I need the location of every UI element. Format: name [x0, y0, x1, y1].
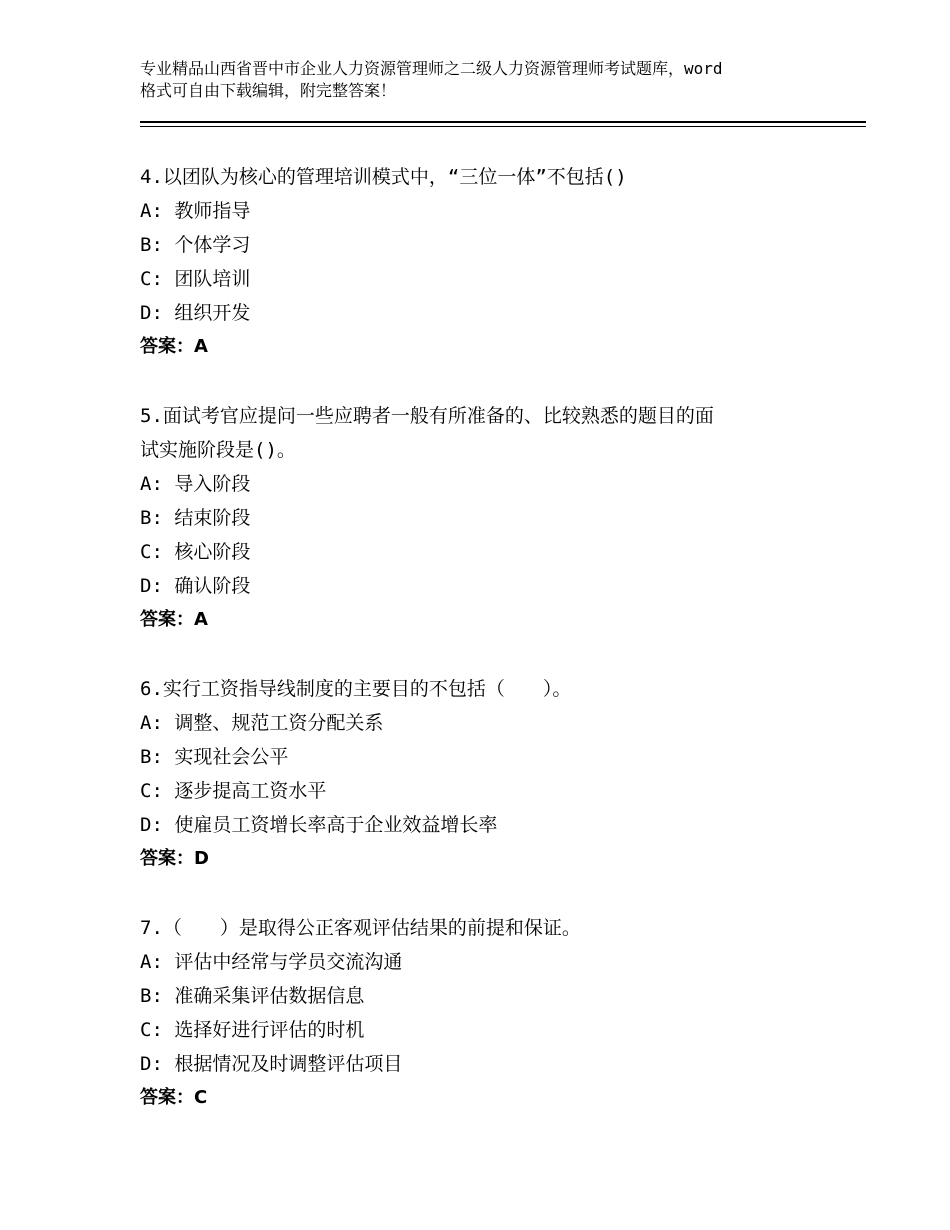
- question-stem: 5.面试考官应提问一些应聘者一般有所准备的、比较熟悉的题目的面: [140, 405, 714, 427]
- question-block: [140, 911, 820, 1115]
- option-b: B: 结束阶段: [140, 507, 251, 529]
- option-d: D: 使雇员工资增长率高于企业效益增长率: [140, 814, 498, 836]
- option-b: B: 准确采集评估数据信息: [140, 985, 365, 1007]
- question-stem: 7.（ ）是取得公正客观评估结果的前提和保证。: [140, 917, 581, 939]
- question-stem: 6.实行工资指导线制度的主要目的不包括（ ）。: [140, 678, 572, 700]
- option-c: C: 团队培训: [140, 268, 251, 290]
- question-block: [140, 399, 820, 637]
- option-a: A: 评估中经常与学员交流沟通: [140, 951, 403, 973]
- option-a: A: 教师指导: [140, 200, 251, 222]
- question-stem-continued: 试实施阶段是()。: [140, 439, 296, 461]
- answer-label: 答案：A: [140, 336, 208, 357]
- option-d: D: 根据情况及时调整评估项目: [140, 1053, 403, 1075]
- question-block: [140, 160, 820, 364]
- header-divider-thin: [140, 126, 866, 127]
- header-line-2: 格式可自由下载编辑，附完整答案！: [140, 81, 397, 100]
- option-d: D: 组织开发: [140, 302, 251, 324]
- option-c: C: 逐步提高工资水平: [140, 780, 327, 802]
- document-header: [140, 58, 840, 102]
- option-c: C: 选择好进行评估的时机: [140, 1019, 365, 1041]
- option-b: B: 个体学习: [140, 234, 251, 256]
- option-c: C: 核心阶段: [140, 541, 251, 563]
- option-b: B: 实现社会公平: [140, 746, 289, 768]
- option-a: A: 调整、规范工资分配关系: [140, 712, 384, 734]
- answer-label: 答案：A: [140, 609, 208, 630]
- answer-label: 答案：C: [140, 1087, 208, 1108]
- option-a: A: 导入阶段: [140, 473, 251, 495]
- header-divider-thick: [140, 121, 866, 123]
- answer-label: 答案：D: [140, 848, 209, 869]
- question-stem: 4.以团队为核心的管理培训模式中，“三位一体”不包括(): [140, 166, 627, 188]
- header-line-1: 专业精品山西省晋中市企业人力资源管理师之二级人力资源管理师考试题库，word: [140, 59, 723, 78]
- question-block: [140, 672, 820, 876]
- option-d: D: 确认阶段: [140, 575, 251, 597]
